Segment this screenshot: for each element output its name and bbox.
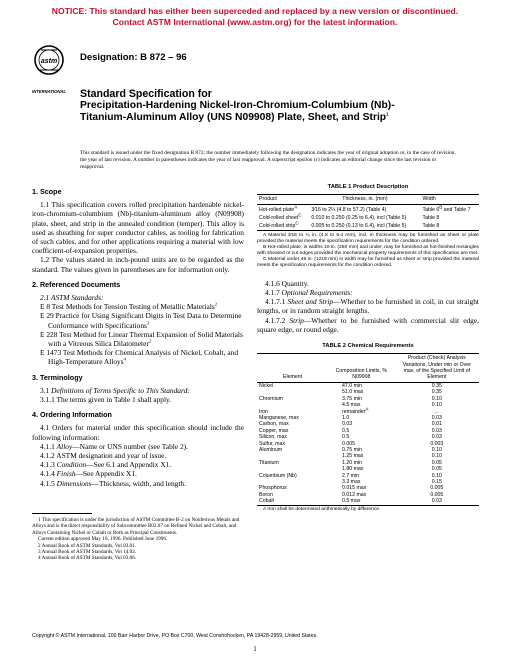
variation-cell: 0.003 [430,440,444,447]
element-cell: Nickel [259,382,274,389]
table1-caption: TABLE 1 Product Description [327,184,409,190]
page-number: 1 [253,645,257,653]
element-cell: Silicon, max [259,434,287,441]
table-row: Hot-rolled plate$^A$ 3⁄16 to 2¼ (4.8 to 57.2) (Table 4) Table $6^B$ and Table 7 [259,203,471,213]
table1-header: Product [257,195,309,204]
composition-cell: 0.012 max [342,491,367,498]
right-column [257,181,479,513]
composition-cell: 51.0 max [342,389,364,396]
composition-cell: 0.75 min [342,446,362,453]
composition-cell: 1.80 max [342,466,364,473]
section-heading-referenced: 2. Referenced Documents [32,279,121,289]
product-description-table [257,194,479,231]
variation-cell: 0.10 [431,446,442,453]
title-footnote-ref: 1 [386,111,389,117]
table1-header: Width [421,195,479,204]
table-row [257,382,479,389]
variation-cell: 0.10 [431,402,442,409]
variation-cell: 0.10 [431,472,442,479]
table1-note: B Hot-rolled plate, in widths 10 in. (250 mm) and under, may be furnished as hot-finished rectangles with sheared or cut edges provided the mechanical property requirements of this specification are met. [257,244,479,256]
composition-cell: 0.005 [342,440,356,447]
notice-banner [0,6,510,28]
composition-cell: remainder$^A$ [342,405,369,415]
table1-note: A Material 3⁄16 to ¼ in. (4.8 to 6.4 mm), incl, in thickness may be furnished as sheet or plate provided the material meets the specification requirements for the condition ordered. [257,232,479,244]
paragraph-4-1-6: 4.1.6 Quantity. [265,278,309,288]
element-cell: Manganese, max [259,414,299,421]
element-cell: Aluminum [259,446,283,453]
table-row: Cold-rolled strip$^C$ 0.005 to 0.250 (0.13 to 6.4), incl (Table 5) Table 8 [257,221,479,230]
element-cell: Carbon, max [259,421,289,428]
paragraph-1-2: 1.2 The values stated in inch-pound units are to be regarded as the standard. The values given in parentheses are for information only. [32,255,244,274]
footnotes [32,517,244,562]
table-row [257,498,479,505]
table2-caption: TABLE 2 Chemical Requirements [322,343,414,350]
logo-caption: INTERNATIONAL [32,89,66,94]
document-title [80,88,410,124]
notice-link-line[interactable]: Contact ASTM International (www.astm.org) for the latest information. [112,17,398,27]
ordering-item: 4.1.2 ASTM designation and year of issue. [40,451,167,461]
footnote: Current edition approved May 10, 1996. Published June 1996. [38,536,168,543]
variation-cell: 0.05 [431,466,442,473]
variation-cell: 0.35 [431,389,442,396]
ordering-item: 4.1.4 Finish—See Appendix X1. [40,469,137,479]
title-line-2: Precipitation-Hardening Nickel-Iron-Chromium-Columbium (Nb)-Titanium-Aluminum Alloy (UNS N09908) Plate, Sheet, and Strip$^1$ [80,100,395,123]
composition-cell: 47.0 min [342,382,362,389]
element-cell: Sulfur, max [259,440,285,447]
table2-header: Composition Limits, % N09908 [328,354,395,383]
chemical-requirements-table [257,353,479,505]
paragraph-4-1-7: 4.1.7 Optional Requirements: [265,288,353,298]
reference-item: E 228 Test Method for Linear Thermal Expansion of Solid Materials with a Vitreous Silica Dilatometer$^2$ [40,329,243,349]
variation-cell: 0.10 [431,395,442,402]
copyright: Copyright © ASTM International, 100 Barr Harbor Drive, PO Box C700, West Conshohocken, PA 19428-2959, United States. [32,633,318,639]
variation-cell: 0.10 [431,453,442,460]
ordering-item: 4.1.3 Condition—See 6.1 and Appendix X1. [40,460,172,470]
section-heading-ordering: 4. Ordering Information [32,410,112,420]
variation-cell: 0.005 [430,485,444,492]
composition-cell: 2.7 min [342,472,360,479]
ordering-item: 4.1.5 Dimensions—Thickness, width, and length. [40,478,186,488]
variation-cell: 0.15 [431,478,442,485]
variation-cell: 0.03 [431,427,442,434]
reference-item: E 1473 Test Methods for Chemical Analysis of Nickel, Cobalt, and High-Temperature Alloys$^4$ [40,348,239,367]
footnote: 4 Annual Book of ASTM Standards, Vol 03.06. [38,555,137,562]
section-heading-scope: 1. Scope [32,187,62,196]
iron-footnote-ref: A [365,405,369,411]
paragraph-1-1: 1.1 This specification covers rolled precipitation hardenable nickel-iron-chromium-columbium (Nb)-titanium-aluminum alloy (N09908) plate, sheet, and strip in the annealed condition (temper). This alloy is used as sheathing for super conductor cables, as tooling for fabrication of such cables, and for other applications requiring a material with low coefficient-of-expansion properties. [32,200,244,256]
element-cell: Columbium (Nb) [259,472,297,479]
composition-cell: 4.5 max [342,402,361,409]
section-heading-terminology: 3. Terminology [32,372,83,382]
paragraph-4-1: 4.1 Orders for material under this specification should include the following information: [32,423,244,442]
table-row: Cold-rolled sheet$^C$ 0.010 to 0.250 (0.25 to 6.4), incl (Table 5) Table 8 [259,212,440,222]
composition-cell: 1.20 min [342,459,362,466]
svg-text:astm: astm [40,58,58,65]
table2-note: A Iron shall be determined arithmetically by difference. [263,506,381,512]
paragraph-2-1: 2.1 ASTM Standards: [40,293,104,303]
composition-cell: 3.75 min [342,395,362,402]
variation-cell: ... [434,408,439,415]
ordering-item: 4.1.1 Alloy—Name or UNS number (see Table 2). [40,441,188,451]
composition-cell: 1.25 max [342,453,364,460]
composition-cell: 0.5 [342,427,350,434]
table2-header: Product (Check) Analysis Variations, Under min or Over max, of the Specified Limit of Element [395,354,479,383]
element-cell: Copper, max [259,427,289,434]
composition-cell: 0.5 [342,434,350,441]
table2-body [257,382,479,505]
paragraph-4-1-7-2: 4.1.7.2 Strip—Whether to be furnished with commercial slit edge, square edge, or round edge. [257,315,479,334]
left-column [32,181,244,488]
composition-cell: 3.3 max [342,478,361,485]
footnote: 1 This specification is under the jurisdiction of ASTM Committee B-2 on Nonferrous Metals and Alloys and is the direct responsibility of Subcommittee B02.07 on Refined Nickel and Cobalt, and Alloys Containing Nickel or Cobalt or Both as Principal Constituents. [32,517,240,536]
variation-cell: 0.005 [430,491,444,498]
reference-item: E 8 Test Methods for Tension Testing of Metallic Materials$^2$ [40,301,218,312]
paragraph-3-1-1: 3.1.1 The terms given in Table 1 shall apply. [40,395,172,405]
composition-cell: 1.0 [342,414,350,421]
variation-cell: 0.03 [395,498,479,505]
paragraph-3-1: 3.1 Definitions of Terms Specific to This Standard: [40,385,190,395]
intro-paragraph: This standard is issued under the fixed designation B 872; the number immediately following the designation indicates the year of original adoption or, in the case of revision, the year of last revision. A number in parentheses indicates the year of last reapproval. A superscript epsilon (ε) indicates an editorial change since the last revision or reapproval. [80,150,456,171]
variation-cell: 0.35 [431,382,442,389]
variation-cell: 0.01 [431,421,442,428]
title-line-1: Standard Specification for [80,88,212,100]
footnote: 2 Annual Book of ASTM Standards, Vol 03.01. [38,542,137,549]
composition-cell: 0.03 [342,421,353,428]
table2-header: Element [257,354,328,383]
variation-cell: 0.03 [431,414,442,421]
element-cell: Chromium [259,395,283,402]
variation-cell: 0.05 [431,459,442,466]
element-cell: Cobalt [257,498,328,505]
paragraph-4-1-7-1: 4.1.7.1 Sheet and Strip—Whether to be furnished in coil, in cut straight lengths, or in random straight lengths. [257,297,479,316]
notice-line-1: NOTICE: This standard has either been superceded and replaced by a new version or discontinued. [51,6,459,16]
reference-item: E 29 Practice for Using Significant Digits in Test Data to Determine Conformance with Specifications$^3$ [40,311,242,330]
element-cell: Boron [259,491,273,498]
astm-logo-icon [32,44,66,94]
element-cell: Iron [259,408,268,415]
table1-note: C Material under 48 in. (1219 mm) in width may be furnished as sheet or strip provided the material meets the specification requirements for the condition ordered. [257,256,479,268]
table1-header: Thickness, in. (mm) [309,195,420,204]
element-cell: Titanium [259,459,279,466]
designation: Designation: B 872 – 96 [80,52,187,63]
footnote-divider [32,513,92,514]
element-cell: Phosphorus [259,485,287,492]
composition-cell: 0.5 max [328,498,395,505]
footnote: 3 Annual Book of ASTM Standards, Vol 14.02. [38,549,137,556]
composition-cell: 0.015 max [342,485,367,492]
variation-cell: 0.03 [431,434,442,441]
